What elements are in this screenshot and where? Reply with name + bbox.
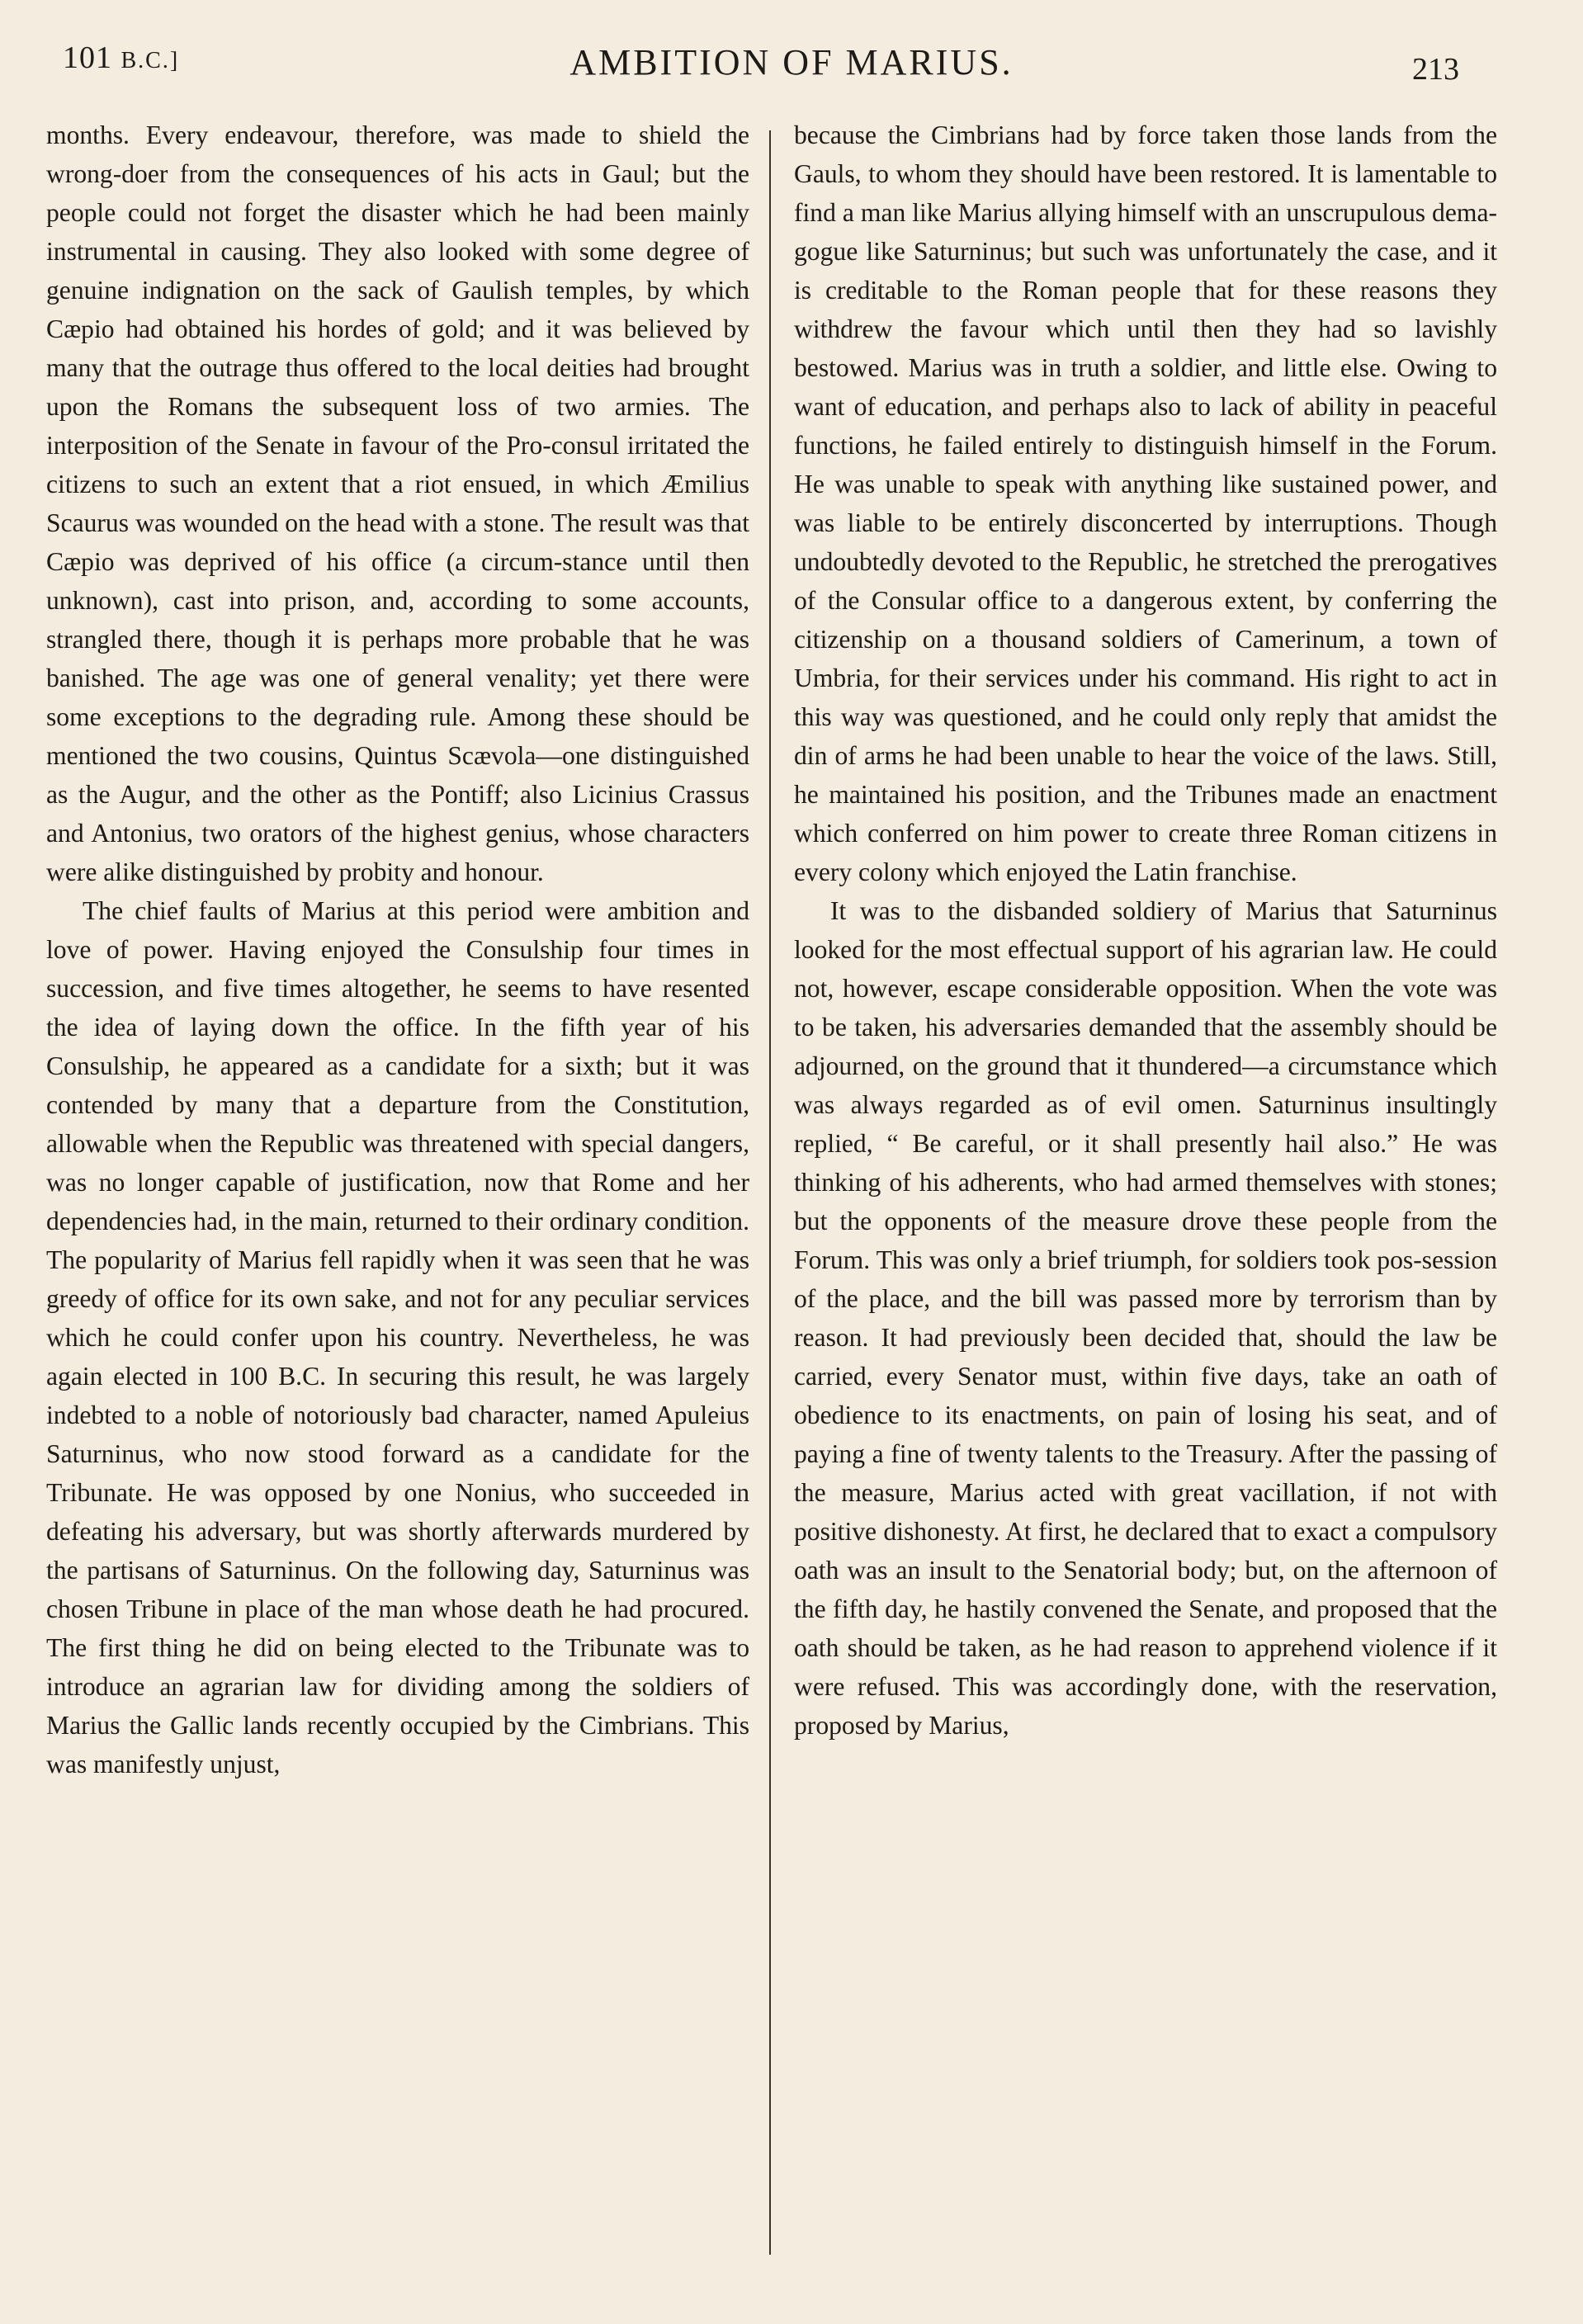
era-label: B.C.] <box>120 48 180 73</box>
page-number: 213 <box>1412 52 1459 87</box>
paragraph: The chief faults of Marius at this period were ambition and love of power. Having enjoyed the Consulship four times in succession, and five times altogether, he seems to have resented the idea of laying down the office. In the fifth year of his Consulship, he appeared as a candidate for a sixth; but it was contended by many that a departure from the Constitution, allowable when the Republic was threatened with special dangers, was no longer capable of justification, now that Rome and her dependencies had, in the main, returned to their ordinary condition. The popularity of Marius fell rapidly when it was seen that he was greedy of office for its own sake, and not for any peculiar services which he could confer upon his country. Nevertheless, he was again elected in 100 B.C. In securing this result, he was largely indebted to a noble of notoriously bad character, named Apuleius Saturninus, who now stood forward as a candidate for the Tribunate. He was opposed by one Nonius, who succeeded in defeating his adversary, but was shortly afterwards murdered by the partisans of Saturninus. On the following day, Saturninus was chosen Tribune in place of the man whose death he had procured. The first thing he did on being elected to the Tribunate was to introduce an agrarian law for dividing among the soldiers of Marius the Gallic lands recently occupied by the Cimbrians. This was manifestly unjust, <box>46 896 749 1778</box>
right-column <box>794 116 1497 1745</box>
paragraph: It was to the disbanded soldiery of Marius that Saturninus looked for the most effectual support of his agrarian law. He could not, however, escape considerable opposition. When the vote was to be taken, his adversaries demanded that the assembly should be adjourned, on the ground that it thundered—a circumstance which was always regarded as of evil omen. Saturninus insultingly replied, “ Be careful, or it shall presently hail also.” He was thinking of his adherents, who had armed themselves with stones; but the opponents of the measure drove these people from the Forum. This was only a brief triumph, for soldiers took pos-session of the place, and the bill was passed more by terrorism than by reason. It had previously been decided that, should the law be carried, every Senator must, within five days, take an oath of obedience to its enactments, on pain of losing his seat, and of paying a fine of twenty talents to the Treasury. After the passing of the measure, Marius acted with great vacillation, if not with positive dishonesty. At first, he declared that to exact a compulsory oath was an insult to the Senatorial body; but, on the afternoon of the fifth day, he hastily convened the Senate, and proposed that the oath should be taken, as he had reason to apprehend violence if it were refused. This was accordingly done, with the reservation, proposed by Marius, <box>794 896 1497 1740</box>
left-column <box>46 116 749 1783</box>
running-head-title: AMBITION OF MARIUS. <box>569 42 1014 83</box>
paragraph: because the Cimbrians had by force taken those lands from the Gauls, to whom they should have been restored. It is lamentable to find a man like Marius allying himself with an unscrupulous dema-gogue like Saturninus; but such was unfortunately the case, and it is creditable to the Roman people that for these reasons they withdrew the favour which until then they had so lavishly bestowed. Marius was in truth a soldier, and little else. Owing to want of education, and perhaps also to lack of ability in peaceful functions, he failed entirely to distinguish himself in the Forum. He was unable to speak with anything like sustained power, and was liable to be entirely disconcerted by interruptions. Though undoubtedly devoted to the Republic, he stretched the prerogatives of the Consular office to a dangerous extent, by conferring the citizenship on a thousand soldiers of Camerinum, a town of Umbria, for their services under his command. His right to act in this way was questioned, and he could only reply that amidst the din of arms he had been unable to hear the voice of the laws. Still, he maintained his position, and the Tribunes made an enactment which conferred on him power to create three Roman citizens in every colony which enjoyed the Latin franchise. <box>794 120 1497 886</box>
year-label: 101 <box>63 40 112 75</box>
column-divider <box>769 130 771 2255</box>
paragraph: months. Every endeavour, therefore, was made to shield the wrong-doer from the consequences of his acts in Gaul; but the people could not forget the disaster which he had been mainly instrumental in causing. They also looked with some degree of genuine indignation on the sack of Gaulish temples, by which Cæpio had obtained his hordes of gold; and it was believed by many that the outrage thus offered to the local deities had brought upon the Romans the subsequent loss of two armies. The interposition of the Senate in favour of the Pro-consul irritated the citizens to such an extent that a riot ensued, in which Æmilius Scaurus was wounded on the head with a stone. The result was that Cæpio was deprived of his office (a circum-stance until then unknown), cast into prison, and, according to some accounts, strangled there, though it is perhaps more probable that he was banished. The age was one of general venality; yet there were some exceptions to the degrading rule. Among these should be mentioned the two cousins, Quintus Scævola—one distinguished as the Augur, and the other as the Pontiff; also Licinius Crassus and Antonius, two orators of the highest genius, whose characters were alike distinguished by probity and honour. <box>46 120 749 886</box>
